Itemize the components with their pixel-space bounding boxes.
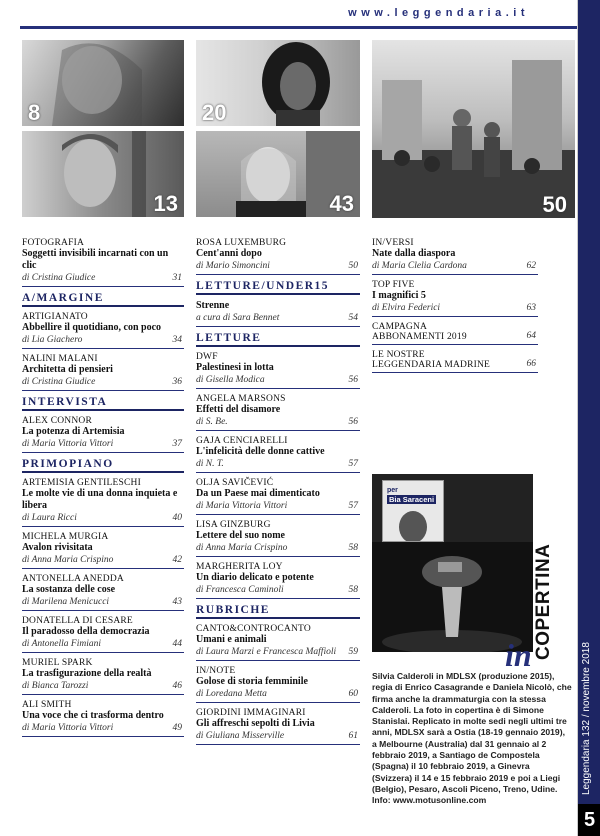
entry-title: Il paradosso della democrazia [22, 626, 150, 637]
toc-entry[interactable] [22, 312, 184, 349]
entry-title: La trasfigurazione della realtà [22, 668, 152, 679]
book-portrait-icon [383, 507, 443, 541]
toc-entry[interactable] [196, 394, 360, 431]
header [0, 0, 577, 30]
entry-page: 58 [348, 543, 358, 553]
entry-title: Le molte vie di una donna inquieta e libera [22, 488, 178, 511]
toc-entry[interactable] [22, 616, 184, 653]
entry-category: CAMPAGNA [372, 322, 428, 332]
toc-entry[interactable] [372, 280, 538, 317]
sidebar [577, 0, 600, 836]
entry-category: ARTIGIANATO [22, 312, 88, 322]
cover-image [372, 474, 533, 652]
section-heading: A/MARGINE [22, 292, 184, 307]
toc-column-2 [196, 238, 360, 750]
entry-page: 36 [172, 377, 182, 387]
entry-author: di Loredana Metta [196, 689, 267, 699]
section-heading: LETTURE [196, 332, 360, 347]
entry-page: 46 [172, 681, 182, 691]
toc-entry[interactable] [22, 478, 184, 527]
entry-page: 49 [172, 723, 182, 733]
section-heading: LETTURE/UNDER15 [196, 280, 360, 295]
photo-page-num: 8 [28, 100, 41, 125]
photo-50 [372, 40, 575, 218]
photo-43 [196, 131, 360, 217]
entry-title: Nate dalla diaspora [372, 248, 456, 259]
entry-category: IN/NOTE [196, 666, 236, 676]
entry-author: di Elvira Federici [372, 303, 441, 313]
toc-entry[interactable] [196, 478, 360, 515]
toc-entry[interactable] [372, 238, 538, 275]
entry-title: ABBONAMENTI 2019 [372, 332, 467, 342]
toc-entry[interactable] [22, 416, 184, 453]
entry-title: Soggetti invisibili incarnati con un clic [22, 248, 169, 271]
entry-page: 58 [348, 585, 358, 595]
entry-category: LISA GINZBURG [196, 520, 271, 530]
entry-category: OLJA SAVIČEVIĆ [196, 478, 274, 488]
entry-title: L'infelicità delle donne cattive [196, 446, 325, 457]
entry-page: 66 [526, 359, 536, 369]
site-url[interactable]: www.leggendaria.it [348, 7, 529, 19]
entry-author: di Mario Simoncini [196, 261, 270, 271]
entry-title: Un diario delicato e potente [196, 572, 314, 583]
toc-entry[interactable] [196, 520, 360, 557]
entry-category: ARTEMISIA GENTILESCHI [22, 478, 141, 488]
entry-category: LE NOSTRE [372, 350, 425, 360]
toc-entry[interactable] [196, 436, 360, 473]
entry-page: 56 [348, 375, 358, 385]
entry-category: GAJA CENCIARELLI [196, 436, 288, 446]
entry-category: GIORDINI IMMAGINARI [196, 708, 306, 718]
entry-page: 61 [348, 731, 358, 741]
face-silhouette-icon [22, 40, 184, 126]
entry-author: di Giuliana Misserville [196, 731, 285, 741]
entry-category: TOP FIVE [372, 280, 415, 290]
entry-author: di Laura Marzi e Francesca Maffioli [196, 647, 337, 657]
photo-page-num: 13 [153, 191, 178, 216]
entry-page: 56 [348, 417, 358, 427]
entry-title: Effetti del disamore [196, 404, 281, 415]
photo-13 [22, 131, 184, 217]
entry-author: di Bianca Tarozzi [22, 681, 89, 691]
entry-author: di Maria Clelia Cardona [372, 261, 467, 271]
copertina-label-box [533, 520, 573, 670]
entry-author: di Gisella Modica [196, 375, 265, 385]
toc-column-3 [372, 238, 538, 378]
toc-entry[interactable] [196, 624, 360, 661]
entry-title: La sostanza delle cose [22, 584, 116, 595]
entry-page: 63 [526, 303, 536, 313]
photo-page-num: 43 [329, 191, 354, 216]
entry-category: ANGELA MARSONS [196, 394, 286, 404]
toc-entry[interactable] [22, 574, 184, 611]
entry-author: di Laura Ricci [22, 513, 77, 523]
entry-title: Umani e animali [196, 634, 267, 645]
entry-author: di Antonella Fimiani [22, 639, 101, 649]
entry-page: 50 [348, 261, 358, 271]
entry-page: 62 [526, 261, 536, 271]
toc-entry[interactable] [196, 708, 360, 745]
entry-author: di Cristina Giudice [22, 273, 96, 283]
copertina-label: COPERTINA [533, 543, 554, 660]
entry-title: Architetta di pensieri [22, 364, 113, 375]
entry-title: Avalon rivisitata [22, 542, 93, 553]
entry-page: 34 [172, 335, 182, 345]
entry-author: di Marilena Menicucci [22, 597, 110, 607]
entry-page: 54 [348, 313, 358, 323]
entry-author: di Maria Vittoria Vittori [22, 439, 114, 449]
entry-title: Da un Paese mai dimenticato [196, 488, 320, 499]
entry-category: IN/VERSI [372, 238, 414, 248]
stage-scene-icon [372, 542, 533, 652]
toc-entry[interactable] [22, 658, 184, 695]
toc-entry[interactable] [22, 354, 184, 391]
book-line-2: Bia Saraceni [389, 495, 435, 504]
entry-page: 31 [172, 273, 182, 283]
entry-title: Golose di storia femminile [196, 676, 308, 687]
entry-category: FOTOGRAFIA [22, 238, 85, 248]
entry-category: ANTONELLA ANEDDA [22, 574, 124, 584]
entry-author: di Francesca Caminoli [196, 585, 284, 595]
entry-category: ALEX CONNOR [22, 416, 93, 426]
entry-author: di N. T. [196, 459, 224, 469]
entry-category: DONATELLA DI CESARE [22, 616, 133, 626]
section-heading: RUBRICHE [196, 604, 360, 619]
entry-page: 40 [172, 513, 182, 523]
entry-title: La potenza di Artemisia [22, 426, 125, 437]
entry-category: MURIEL SPARK [22, 658, 93, 668]
section-heading: PRIMOPIANO [22, 458, 184, 473]
entry-title: Lettere del suo nome [196, 530, 285, 541]
entry-page: 64 [526, 331, 536, 341]
entry-author: a cura di Sara Bennet [196, 313, 280, 323]
toc-entry[interactable] [372, 350, 538, 373]
toc-entry[interactable] [196, 238, 360, 275]
entry-page: 37 [172, 439, 182, 449]
header-rule [20, 26, 577, 29]
toc-entry[interactable] [196, 300, 360, 327]
entry-title: Abbellire il quotidiano, con poco [22, 322, 162, 333]
issue-label: Leggendaria 132 / novembre 2018 [581, 642, 592, 795]
photo-page-num: 20 [202, 100, 227, 125]
photo-8 [22, 40, 184, 126]
entry-author: di Cristina Giudice [22, 377, 96, 387]
entry-author: di Maria Vittoria Vittori [22, 723, 114, 733]
toc-entry[interactable] [196, 352, 360, 389]
toc-column-1 [22, 238, 184, 742]
entry-page: 43 [172, 597, 182, 607]
photo-20 [196, 40, 360, 126]
entry-category: MARGHERITA LOY [196, 562, 283, 572]
book-line-1: per [387, 487, 398, 494]
entry-category: ROSA LUXEMBURG [196, 238, 287, 248]
entry-page: 59 [348, 647, 358, 657]
entry-category: CANTO&CONTROCANTO [196, 624, 311, 634]
book-cover [382, 480, 444, 542]
toc-entry[interactable] [22, 532, 184, 569]
entry-title: Cent'anni dopo [196, 248, 262, 259]
toc-entry[interactable] [22, 238, 184, 287]
section-heading: INTERVISTA [22, 396, 184, 411]
entry-author: di Lia Giachero [22, 335, 83, 345]
entry-category: ALI SMITH [22, 700, 72, 710]
cover-caption: Silvia Calderoli in MDLSX (produzione 2015), regia di Enrico Casagrande e Daniela Nicolò, che firma anche la drammaturgia con la stessa Calderoli. La foto in copertina è di Simone Stanislai. Replicato in molte sedi negli ultimi tre anni, MDLSX sarà a Ostia (18-19 gennaio 2019), a Melbourne (Australia) dal 31 gennaio al 2 febbraio 2019, a Santiago de Compostela (Spagna) il 10 febbraio 2019, a Ginevra (Svizzera) il 14 e 15 febbraio 2019 e poi a Liegi (Belgio), Pesaro, Ascoli Piceno, Treno, Udine. Info: www.motusonline.com [372, 671, 572, 806]
entry-page: 60 [348, 689, 358, 699]
entry-author: di Maria Vittoria Vittori [196, 501, 288, 511]
toc-entry[interactable] [196, 666, 360, 703]
entry-page: 57 [348, 501, 358, 511]
entry-title: Strenne [196, 300, 230, 311]
entry-title: Gli affreschi sepolti di Livia [196, 718, 315, 729]
entry-author: di Anna Maria Crispino [22, 555, 114, 565]
in-label: in [505, 637, 532, 673]
entry-author: di Anna Maria Crispino [196, 543, 288, 553]
entry-title: LEGGENDARIA MADRINE [372, 360, 491, 370]
entry-page: 57 [348, 459, 358, 469]
entry-author: di S. Be. [196, 417, 228, 427]
entry-page: 44 [172, 639, 182, 649]
entry-category: NALINI MALANI [22, 354, 98, 364]
entry-title: Una voce che ci trasforma dentro [22, 710, 164, 721]
entry-category: DWF [196, 352, 218, 362]
toc-entry[interactable] [22, 700, 184, 737]
entry-category: MICHELA MURGIA [22, 532, 109, 542]
entry-page: 42 [172, 555, 182, 565]
entry-title: I magnifici 5 [372, 290, 426, 301]
toc-entry[interactable] [196, 562, 360, 599]
entry-title: Palestinesi in lotta [196, 362, 274, 373]
page-number: 5 [578, 804, 600, 836]
photo-page-num: 50 [542, 192, 567, 217]
toc-entry[interactable] [372, 322, 538, 345]
